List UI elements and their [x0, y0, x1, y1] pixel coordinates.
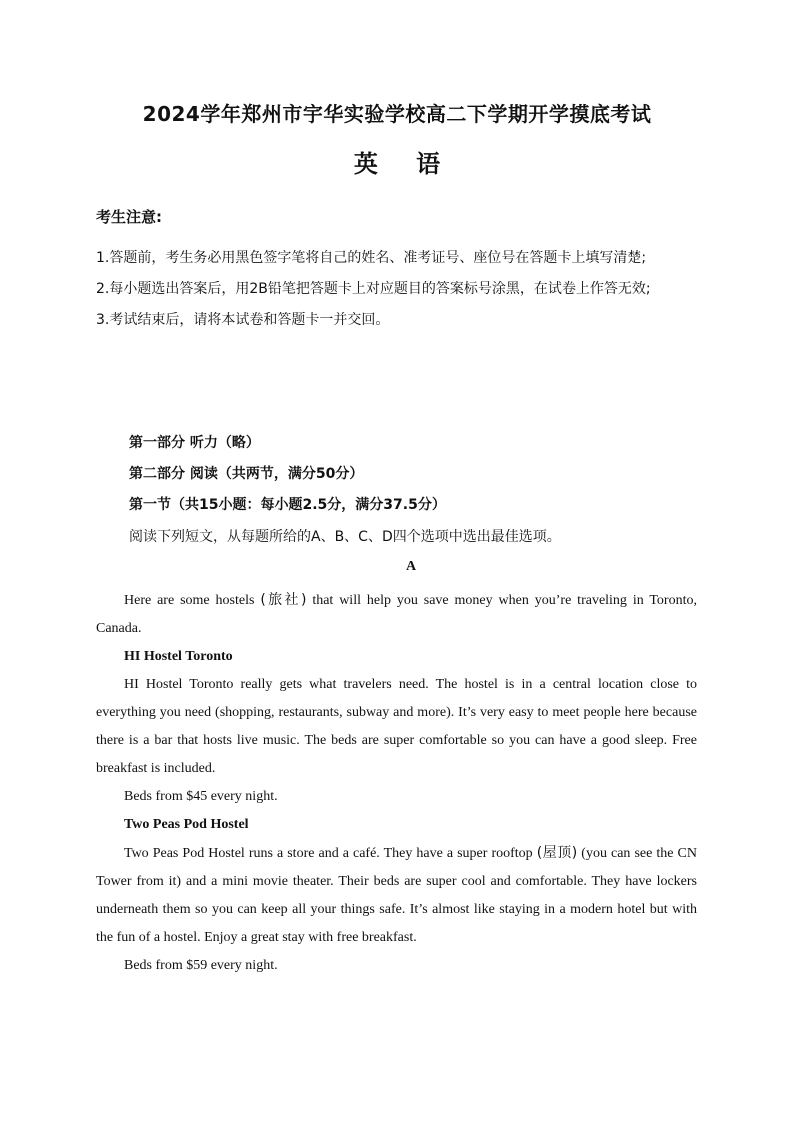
hostel-2-text-1: Two Peas Pod Hostel runs a store and a café. They have a super rooftop — [124, 846, 537, 861]
passage-body — [96, 586, 697, 980]
hostel-2-name: Two Peas Pod Hostel — [124, 817, 249, 832]
section1-heading: 第一节（共15小题：每小题2.5分，满分37.5分） — [129, 497, 446, 513]
notice-heading: 考生注意: — [96, 208, 162, 226]
passage-intro — [96, 586, 697, 643]
notice-item-3: 3.考试结束后，请将本试卷和答题卡一并交回。 — [96, 312, 390, 328]
passage-letter: A — [405, 559, 417, 574]
exam-subject: 英 语 — [353, 150, 441, 178]
intro-text-1: Here are some hostels — [124, 593, 261, 608]
reading-instruction: 阅读下列短文，从每题所给的A、B、C、D四个选项中选出最佳选项。 — [129, 529, 561, 545]
hostel-2-chinese-gloss: (屋顶) — [536, 845, 578, 861]
hostel-1-price: Beds from $45 every night. — [124, 789, 278, 804]
hostel-2-text-2: (you can see the CN Tower from it) and a mini movie theater. Their beds are super cool and comfortable. They have lockers underneath them so you can keep all your things safe. It’s almost like staying in a modern hotel but with the fun of a hostel. Enjoy a great stay with free breakfast. — [96, 846, 697, 945]
notice-item-1: 1.答题前，考生务必用黑色签字笔将自己的姓名、准考证号、座位号在答题卡上填写清楚; — [96, 250, 647, 266]
hostel-2-price: Beds from $59 every night. — [124, 958, 278, 973]
hostel-1-description: HI Hostel Toronto really gets what travelers need. The hostel is in a central location close to everything you need (shopping, restaurants, subway and more). It’s very easy to meet people here because there is a bar that hosts live music. The beds are super comfortable so you can have a good sleep. Free breakfast is included. — [96, 677, 697, 776]
hostel-1-name: HI Hostel Toronto — [124, 649, 233, 664]
intro-chinese-gloss: (旅社) — [260, 592, 307, 608]
intro-text-2: that will help you save money when you’re traveling in Toronto, Canada. — [96, 593, 697, 636]
part2-heading: 第二部分 阅读（共两节，满分50分） — [129, 466, 364, 482]
notice-list — [96, 243, 706, 336]
exam-title: 2024学年郑州市宇华实验学校高二下学期开学摸底考试 — [142, 102, 652, 126]
part1-heading: 第一部分 听力（略） — [129, 435, 260, 451]
hostel-2-description — [96, 839, 697, 952]
notice-item-2: 2.每小题选出答案后，用2B铅笔把答题卡上对应题目的答案标号涂黑，在试卷上作答无效; — [96, 281, 651, 297]
